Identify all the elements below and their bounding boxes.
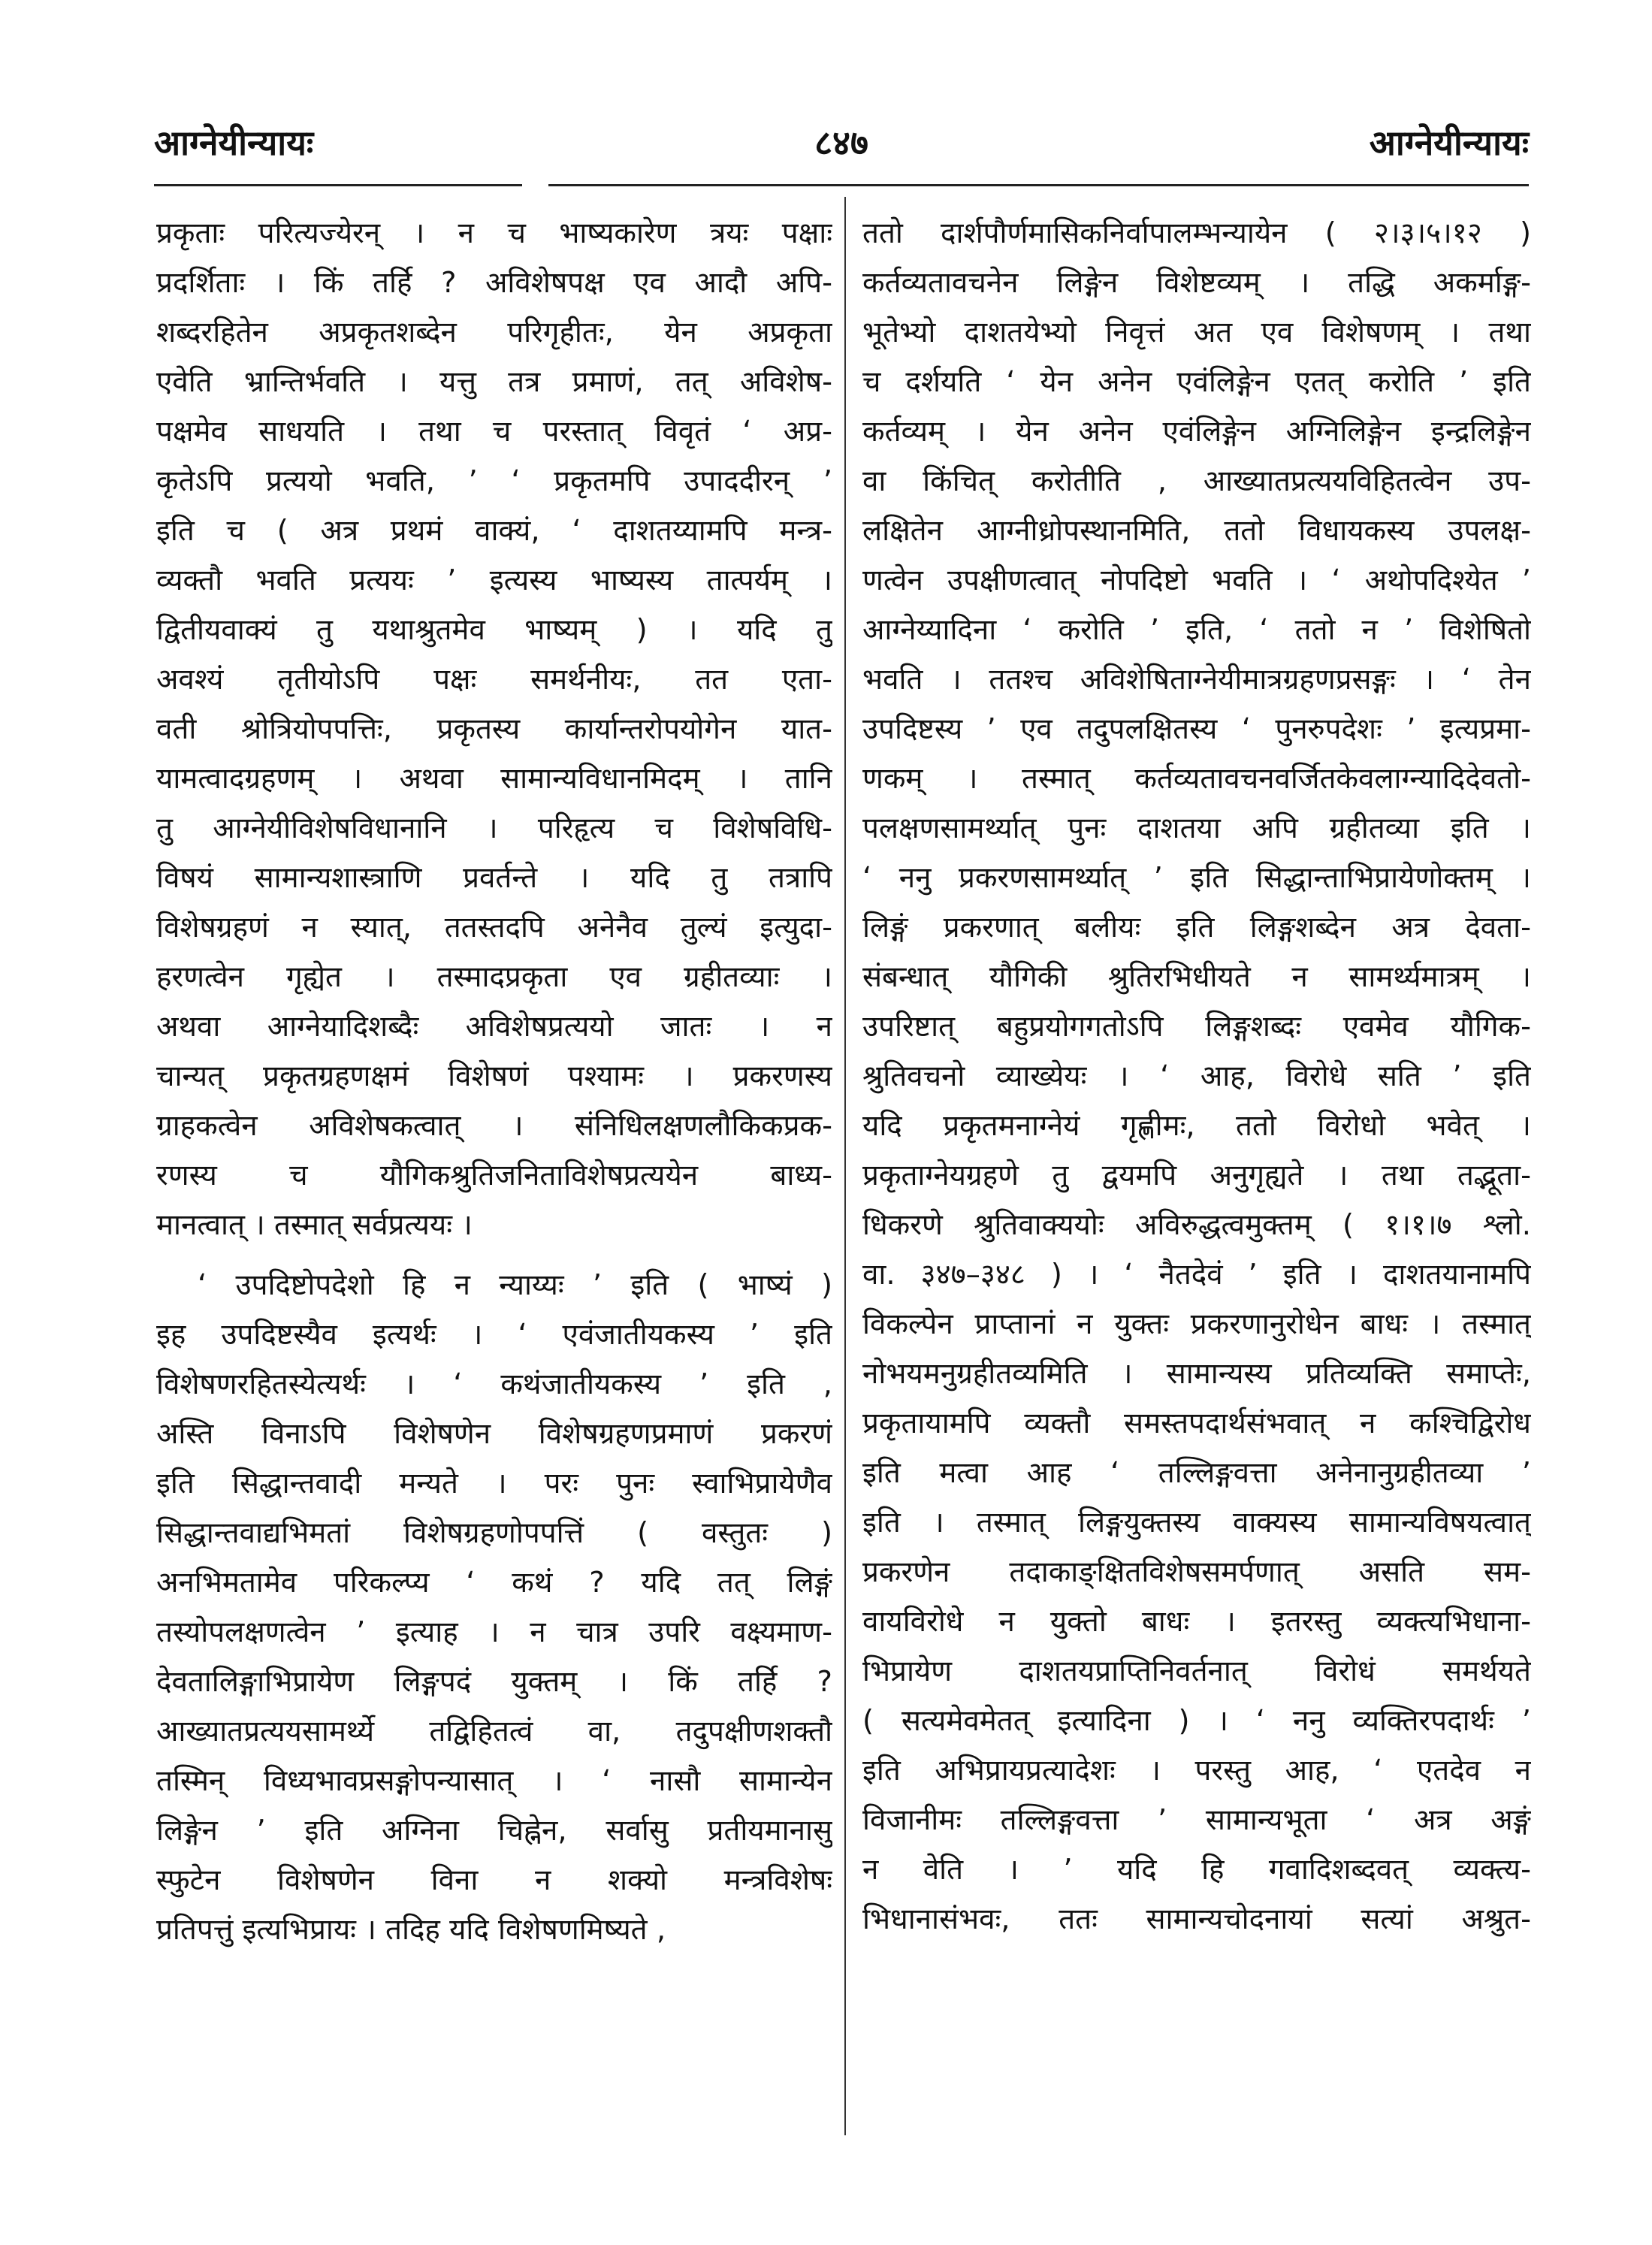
text-line: हरणत्वेन गृह्येत । तस्मादप्रकृता एव ग्रहीतव्याः । — [156, 960, 832, 994]
text-line: ‘ उपदिष्टोपदेशो हि न न्याय्यः ’ इति ( भाष्यं ) — [198, 1268, 832, 1302]
text-line: भिधानासंभवः, ततः सामान्यचोदनायां सत्यां अश्रुत- — [862, 1902, 1531, 1936]
text-line: अनभिमतामेव परिकल्प्य ‘ कथं ? यदि तत् लिङ्गं — [156, 1566, 832, 1600]
text-line: धिकरणे श्रुतिवाक्ययोः अविरुद्धत्वमुक्तम् ( १।१।७ श्लो. — [862, 1208, 1531, 1242]
text-line: प्रतिपत्तुं इत्यभिप्रायः । तदिह यदि विशेषणमिष्यते , — [156, 1913, 666, 1947]
text-line: विशेषणरहितस्येत्यर्थः । ‘ कथंजातीयकस्य ’ इति , — [156, 1367, 832, 1401]
text-line: वायविरोधे न युक्तो बाधः । इतरस्तु व्यक्त्यभिधाना- — [862, 1605, 1531, 1639]
text-line: तस्योपलक्षणत्वेन ’ इत्याह । न चात्र उपरि वक्ष्यमाण- — [156, 1615, 832, 1649]
text-line: यदि प्रकृतमनाग्नेयं गृह्णीमः, ततो विरोधो भवेत् । — [862, 1109, 1531, 1143]
text-line: भिप्रायेण दाशतयप्राप्तिनिवर्तनात् विरोधं समर्थयते — [862, 1654, 1531, 1688]
text-line: व्यक्तौ भवति प्रत्ययः ’ इत्यस्य भाष्यस्य तात्पर्यम् । — [156, 564, 832, 597]
text-line: विजानीमः तल्लिङ्गवत्ता ’ सामान्यभूता ‘ अत्र अङ्गं — [862, 1803, 1531, 1837]
text-line: मानत्वात् । तस्मात् सर्वप्रत्ययः । — [156, 1208, 473, 1242]
text-line: देवतालिङ्गाभिप्रायेण लिङ्गपदं युक्तम् । किं तर्हि ? — [156, 1665, 832, 1699]
text-line: इति । तस्मात् लिङ्गयुक्तस्य वाक्यस्य सामान्यविषयत्वात् — [862, 1506, 1531, 1539]
text-line: आख्यातप्रत्ययसामर्थ्ये तद्विहितत्वं वा, तदुपक्षीणशक्तौ — [156, 1715, 832, 1748]
text-line: इति अभिप्रायप्रत्यादेशः । परस्तु आह, ‘ एतदेव न — [862, 1754, 1531, 1787]
text-line: कर्तव्यम् । येन अनेन एवंलिङ्गेन अग्निलिङ्गेन इन्द्रलिङ्गेन — [862, 415, 1531, 449]
text-line: तस्मिन् विध्यभावप्रसङ्गोपन्यासात् । ‘ नासौ सामान्येन — [156, 1764, 832, 1798]
column-divider — [844, 197, 846, 2135]
text-line: च दर्शयति ‘ येन अनेन एवंलिङ्गेन एतत् करोति ’ इति — [862, 365, 1531, 399]
text-line: वा किंचित् करोतीति , आख्यातप्रत्ययविहितत्वेन उप- — [862, 464, 1531, 498]
text-line: द्वितीयवाक्यं तु यथाश्रुतमेव भाष्यम् ) । यदि तु — [156, 613, 832, 647]
text-line: यामत्वादग्रहणम् । अथवा सामान्यविधानमिदम् । तानि — [156, 762, 832, 796]
text-line: णत्वेन उपक्षीणत्वात् नोपदिष्टो भवति । ‘ अथोपदिश्येत ’ — [862, 564, 1531, 597]
text-line: लक्षितेन आग्नीध्रोपस्थानमिति, ततो विधायकस्य उपलक्ष- — [862, 514, 1531, 548]
text-line: कृतेऽपि प्रत्ययो भवति, ’ ‘ प्रकृतमपि उपाददीरन् ’ — [156, 464, 832, 498]
text-line: वा. ३४७–३४८ ) । ‘ नैतदेवं ’ इति । दाशतयानामपि — [862, 1258, 1531, 1292]
text-line: पक्षमेव साधयति । तथा च परस्तात् विवृतं ‘ अप्र- — [156, 415, 832, 449]
text-line: उपदिष्टस्य ’ एव तदुपलक्षितस्य ‘ पुनरुपदेशः ’ इत्यप्रमा- — [862, 712, 1531, 746]
text-line: संबन्धात् यौगिकी श्रुतिरभिधीयते न सामर्थ्यमात्रम् । — [862, 960, 1531, 994]
text-line: इह उपदिष्टस्यैव इत्यर्थः । ‘ एवंजातीयकस्य ’ इति — [156, 1318, 832, 1352]
text-line: ग्राहकत्वेन अविशेषकत्वात् । संनिधिलक्षणलौकिकप्रक- — [156, 1109, 832, 1143]
text-line: न वेति । ’ यदि हि गवादिशब्दवत् व्यक्त्य- — [862, 1853, 1531, 1887]
text-line: नोभयमनुग्रहीतव्यमिति । सामान्यस्य प्रतिव्यक्ति समाप्तेः, — [862, 1357, 1531, 1391]
header-rule-right — [548, 184, 1529, 186]
text-line: चान्यत् प्रकृतग्रहणक्षमं विशेषणं पश्यामः । प्रकरणस्य — [156, 1059, 832, 1093]
text-line: भूतेभ्यो दाशतयेभ्यो निवृत्तं अत एव विशेषणम् । तथा — [862, 316, 1531, 349]
text-line: रणस्य च यौगिकश्रुतिजनिताविशेषप्रत्ययेन बाध्य- — [156, 1159, 832, 1192]
text-line: विशेषग्रहणं न स्यात्, ततस्तदपि अनेनैव तुल्यं इत्युदा- — [156, 911, 832, 944]
text-line: विषयं सामान्यशास्त्राणि प्रवर्तन्ते । यदि तु तत्रापि — [156, 861, 832, 895]
running-title-right: आग्नेयीन्यायः — [1369, 122, 1529, 163]
text-line: प्रकृताग्नेयग्रहणे तु द्वयमपि अनुगृह्यते । तथा तद्भूता- — [862, 1159, 1531, 1192]
page-header — [154, 113, 1529, 165]
text-line: अथवा आग्नेयादिशब्दैः अविशेषप्रत्ययो जातः । न — [156, 1010, 832, 1044]
text-line: णकम् । तस्मात् कर्तव्यतावचनवर्जितकेवलाग्न्यादिदेवतो- — [862, 762, 1531, 796]
text-line: अवश्यं तृतीयोऽपि पक्षः समर्थनीयः, तत एता- — [156, 663, 832, 696]
text-line: लिङ्गेन ’ इति अग्निना चिह्नेन, सर्वासु प्रतीयमानासु — [156, 1814, 832, 1848]
text-line: प्रदर्शिताः । किं तर्हि ? अविशेषपक्ष एव आदौ अपि- — [156, 266, 832, 300]
text-line: ततो दार्शपौर्णमासिकनिर्वापालम्भन्यायेन ( २।३।५।१२ ) — [862, 216, 1531, 250]
text-line: पलक्षणसामर्थ्यात् पुनः दाशतया अपि ग्रहीतव्या इति । — [862, 811, 1531, 845]
text-line: ‘ ननु प्रकरणसामर्थ्यात् ’ इति सिद्धान्ताभिप्रायेणोक्तम् । — [862, 861, 1531, 895]
text-line: विकल्पेन प्राप्तानां न युक्तः प्रकरणानुरोधेन बाधः । तस्मात् — [862, 1307, 1531, 1341]
text-line: इति सिद्धान्तवादी मन्यते । परः पुनः स्वाभिप्रायेणैव — [156, 1467, 832, 1500]
paragraph-gap — [156, 1250, 832, 1261]
text-line: एवेति भ्रान्तिर्भवति । यत्तु तत्र प्रमाणं, तत् अविशेष- — [156, 365, 832, 399]
text-line: वती श्रोत्रियोपपत्तिः, प्रकृतस्य कार्यान्तरोपयोगेन यात- — [156, 712, 832, 746]
text-line: श्रुतिवचनो व्याख्येयः । ‘ आह, विरोधे सति ’ इति — [862, 1059, 1531, 1093]
text-line: प्रकरणेन तदाकाङ्क्षितविशेषसमर्पणात् असति सम- — [862, 1555, 1531, 1589]
text-line: इति च ( अत्र प्रथमं वाक्यं, ‘ दाशतय्यामपि मन्त्र- — [156, 514, 832, 548]
text-line: लिङ्गं प्रकरणात् बलीयः इति लिङ्गशब्देन अत्र देवता- — [862, 911, 1531, 944]
page-number: ८४७ — [814, 122, 868, 163]
text-line: ( सत्यमेवमेतत् इत्यादिना ) । ‘ ननु व्यक्तिरपदार्थः ’ — [862, 1704, 1531, 1738]
text-line: आग्नेय्यादिना ‘ करोति ’ इति, ‘ ततो न ’ विशेषितो — [862, 613, 1531, 647]
text-line: शब्दरहितेन अप्रकृतशब्देन परिगृहीतः, येन अप्रकृता — [156, 316, 832, 349]
text-line: प्रकृतायामपि व्यक्तौ समस्तपदार्थसंभवात् न कश्चिद्विरोध — [862, 1407, 1531, 1440]
left-column — [156, 209, 832, 1955]
text-line: स्फुटेन विशेषणेन विना न शक्यो मन्त्रविशेषः — [156, 1863, 832, 1897]
text-line: उपरिष्टात् बहुप्रयोगगतोऽपि लिङ्गशब्दः एवमेव यौगिक- — [862, 1010, 1531, 1044]
running-title-left: आग्नेयीन्यायः — [154, 122, 314, 163]
right-column — [862, 209, 1531, 1944]
text-line: प्रकृताः परित्यज्येरन् । न च भाष्यकारेण त्रयः पक्षाः — [156, 216, 832, 250]
text-line: कर्तव्यतावचनेन लिङ्गेन विशेष्टव्यम् । तद्धि अकर्माङ्ग- — [862, 266, 1531, 300]
text-line: सिद्धान्तवाद्यभिमतां विशेषग्रहणोपपत्तिं ( वस्तुतः ) — [156, 1516, 832, 1550]
header-rule-left — [154, 184, 522, 186]
text-line: इति मत्वा आह ‘ तल्लिङ्गवत्ता अनेनानुग्रहीतव्या ’ — [862, 1456, 1531, 1490]
text-line: तु आग्नेयीविशेषविधानानि । परिहृत्य च विशेषविधि- — [156, 811, 832, 845]
text-line: अस्ति विनाऽपि विशेषणेन विशेषग्रहणप्रमाणं प्रकरणं — [156, 1417, 832, 1451]
text-line: भवति । ततश्च अविशेषिताग्नेयीमात्रग्रहणप्रसङ्गः । ‘ तेन — [862, 663, 1531, 696]
